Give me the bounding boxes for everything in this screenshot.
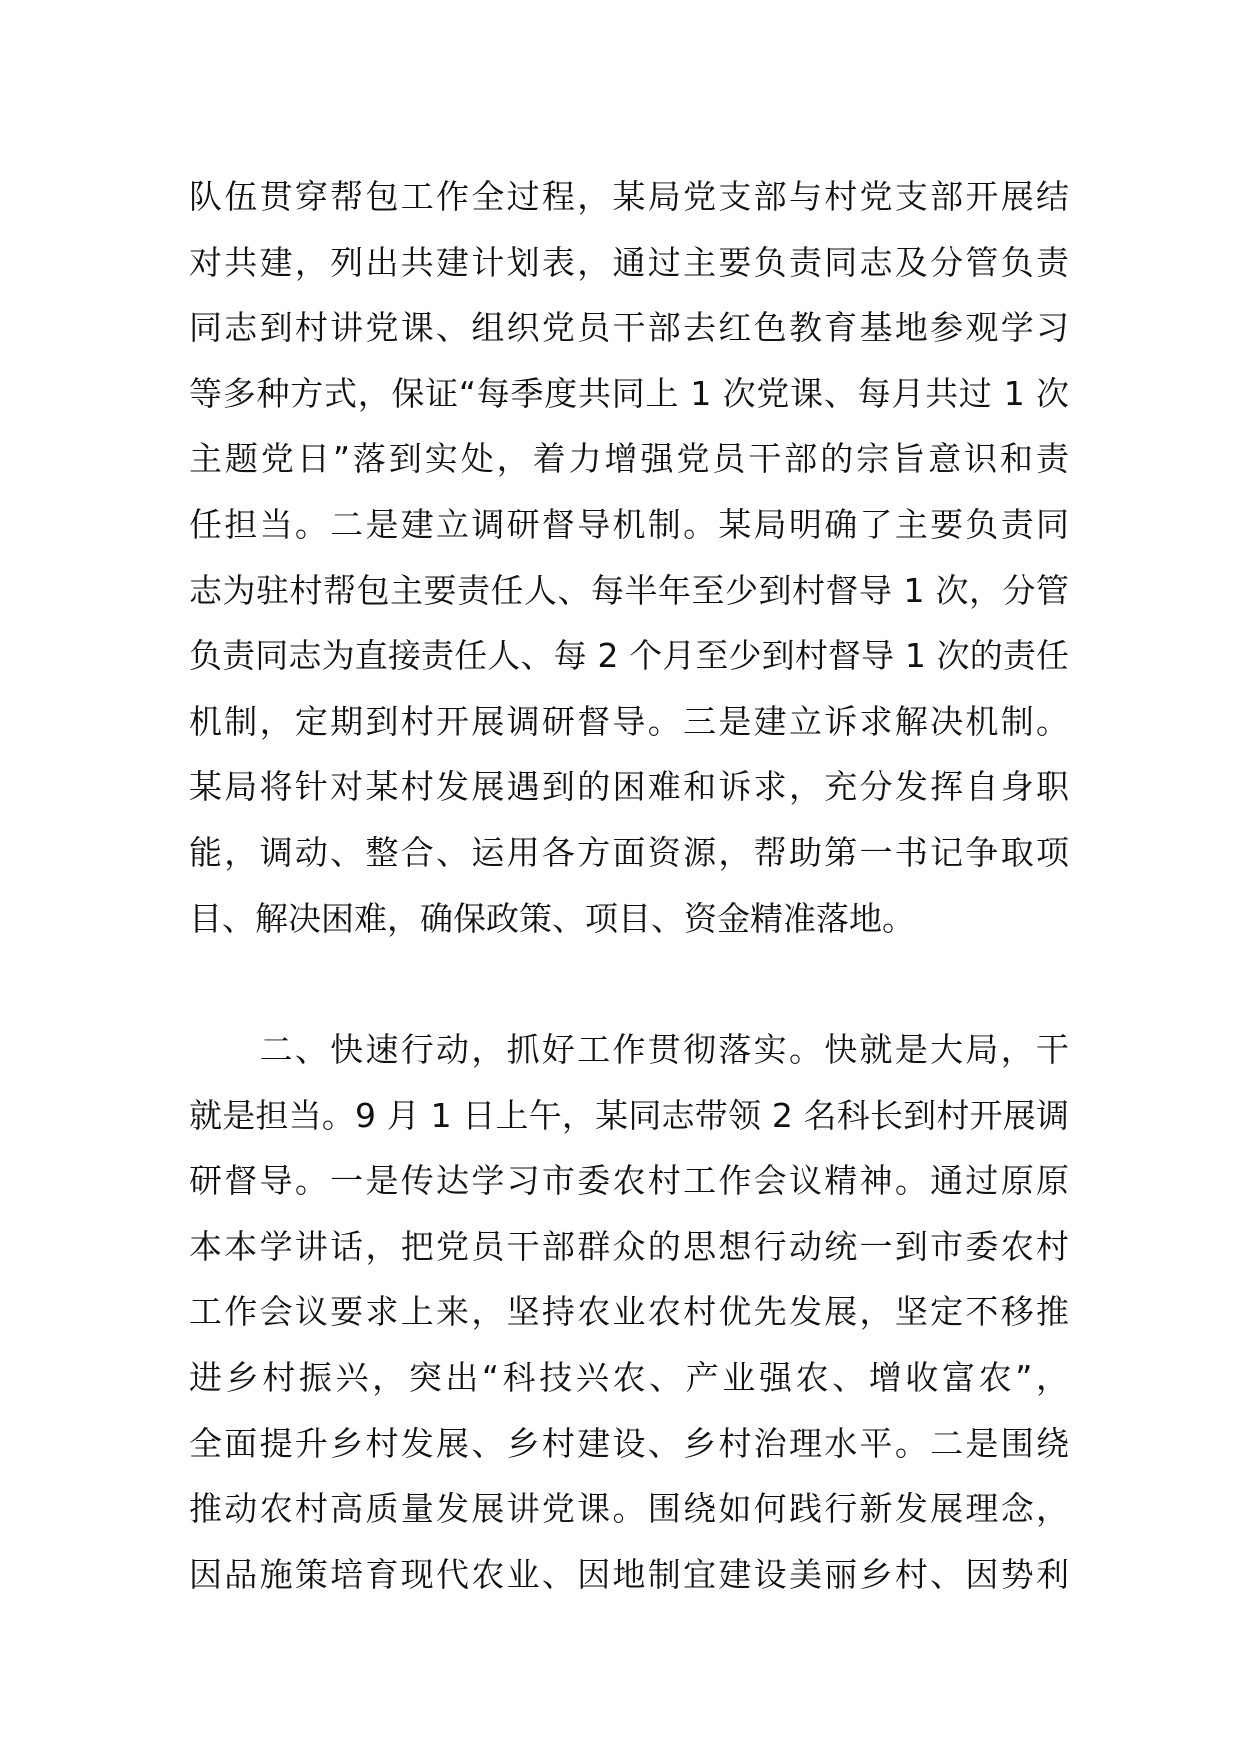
text-line: 某局将针对某村发展遇到的困难和诉求，充分发挥自身职 (189, 767, 1069, 807)
text-line: 能，调动、整合、运用各方面资源，帮助第一书记争取项 (189, 832, 1069, 872)
text-line: 全面提升乡村发展、乡村建设、乡村治理水平。二是围绕 (189, 1423, 1069, 1463)
text-line: 等多种方式，保证“每季度共同上 1 次党课、每月共过 1 次 (189, 373, 1069, 413)
text-line: 目、解决困难，确保政策、项目、资金精准落地。 (189, 898, 915, 938)
text-line: 二、快速行动，抓好工作贯彻落实。快就是大局，干 (189, 1030, 1069, 1069)
text-line: 因品施策培育现代农业、因地制宜建设美丽乡村、因势利 (189, 1554, 1069, 1594)
text-line: 队伍贯穿帮包工作全过程，某局党支部与村党支部开展结 (189, 177, 1069, 216)
text-line: 本本学讲话，把党员干部群众的思想行动统一到市委农村 (189, 1226, 1069, 1266)
text-line: 同志到村讲党课、组织党员干部去红色教育基地参观学习 (189, 308, 1069, 348)
text-line: 任担当。二是建立调研督导机制。某局明确了主要负责同 (189, 504, 1069, 544)
body-paragraph-2 (189, 1017, 1069, 1607)
text-line: 推动农村高质量发展讲党课。围绕如何践行新发展理念， (189, 1489, 1069, 1529)
text-line: 研督导。一是传达学习市委农村工作会议精神。通过原原 (189, 1161, 1069, 1201)
text-line: 对共建，列出共建计划表，通过主要负责同志及分管负责 (189, 242, 1069, 282)
body-paragraph-1 (189, 164, 1069, 951)
text-line: 负责同志为直接责任人、每 2 个月至少到村督导 1 次的责任 (189, 636, 1069, 676)
text-line: 志为驻村帮包主要责任人、每半年至少到村督导 1 次，分管 (189, 570, 1069, 610)
text-line: 进乡村振兴，突出“科技兴农、产业强农、增收富农”， (189, 1357, 1069, 1397)
text-line: 机制，定期到村开展调研督导。三是建立诉求解决机制。 (189, 701, 1069, 741)
text-line: 主题党日”落到实处，着力增强党员干部的宗旨意识和责 (189, 439, 1069, 479)
text-line: 工作会议要求上来，坚持农业农村优先发展，坚定不移推 (189, 1292, 1069, 1332)
text-line: 就是担当。9 月 1 日上午，某同志带领 2 名科长到村开展调 (189, 1095, 1069, 1135)
